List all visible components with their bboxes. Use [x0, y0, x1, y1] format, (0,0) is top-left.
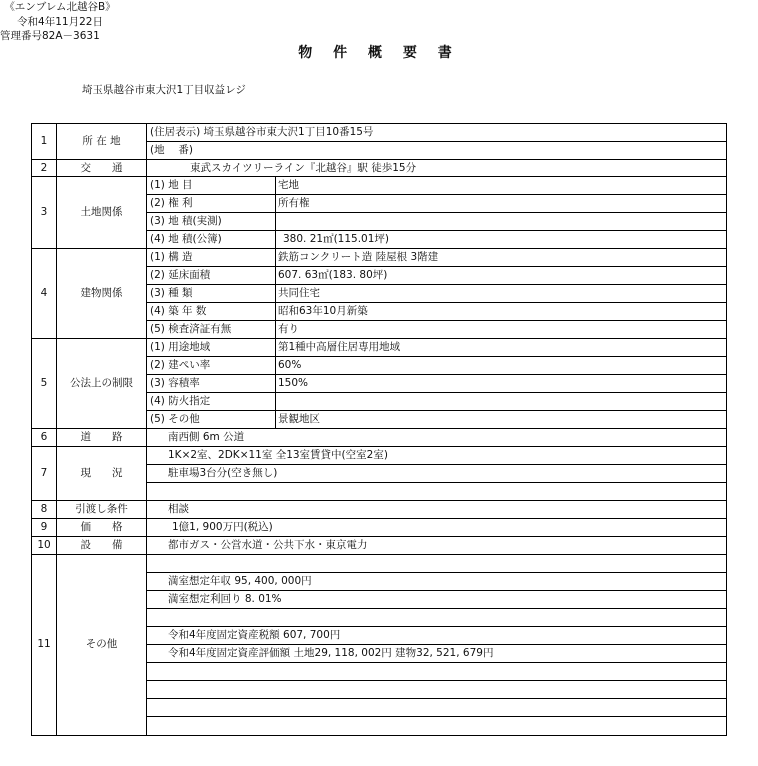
item-key: (4) 地 積(公簿): [150, 233, 222, 245]
page-title: 物 件 概 要 書: [298, 45, 460, 61]
row-label: 設 備: [80, 539, 123, 551]
item-value: 第1種中高層住居専用地域: [278, 341, 401, 353]
address-lot: (地 番): [150, 144, 194, 156]
item-key: (2) 延床面積: [150, 269, 211, 281]
management-number: 管理番号82A－3631: [0, 30, 100, 42]
item-key: (5) その他: [150, 413, 200, 425]
status-units: 1K×2室、2DK×11室 全13室賃貸中(空室2室): [168, 449, 388, 461]
subrow-line: [146, 410, 727, 411]
row-label: 現 況: [80, 467, 123, 479]
item-value: 有り: [278, 323, 299, 335]
facilities-value: 都市ガス・公営水道・公共下水・東京電力: [168, 539, 368, 551]
row-line: [31, 176, 727, 177]
row-number: 1: [40, 135, 48, 147]
subrow-line: [146, 320, 727, 321]
item-value: 607. 63㎡(183. 80坪): [278, 269, 388, 281]
row-number: 8: [40, 503, 48, 515]
other-yield: 満室想定利回り 8. 01%: [168, 593, 282, 605]
row-number: 5: [40, 377, 48, 389]
subrow-line: [146, 194, 727, 195]
row-label: 公法上の制限: [70, 377, 133, 389]
address-residential: (住居表示) 埼玉県越谷市東大沢1丁目10番15号: [150, 126, 374, 138]
row-line: [31, 735, 727, 736]
subrow-line: [146, 356, 727, 357]
row-line: [31, 123, 727, 124]
item-value: 380. 21㎡(115.01坪): [283, 233, 390, 245]
row-label: 道 路: [80, 431, 123, 443]
row-number: 2: [40, 162, 48, 174]
item-value: 景観地区: [278, 413, 320, 425]
other-property-tax: 令和4年度固定資産税額 607, 700円: [168, 629, 341, 641]
item-value: 60%: [278, 359, 302, 371]
subrow-line: [146, 284, 727, 285]
item-key: (3) 地 積(実測): [150, 215, 222, 227]
item-value: 宅地: [278, 179, 299, 191]
handover-value: 相談: [168, 503, 189, 515]
item-key: (1) 地 目: [150, 179, 193, 191]
item-key: (5) 検査済証有無: [150, 323, 232, 335]
item-key: (4) 築 年 数: [150, 305, 207, 317]
row-label: 建物関係: [80, 287, 123, 299]
row-label: 価 格: [80, 521, 123, 533]
price-value: 1億1, 900万円(税込): [172, 521, 273, 533]
reference-name: 《エンブレム北越谷B》: [4, 1, 116, 13]
item-value: 所有権: [278, 197, 310, 209]
row-number: 10: [37, 539, 51, 551]
item-value: 150%: [278, 377, 309, 389]
subrow-line: [146, 230, 727, 231]
row-number: 4: [40, 287, 48, 299]
item-key: (1) 構 造: [150, 251, 193, 263]
subrow-line: [146, 680, 727, 681]
subrow-line: [146, 141, 727, 142]
property-name: 埼玉県越谷市東大沢1丁目収益レジ: [82, 84, 246, 96]
item-value: 鉄筋コンクリート造 陸屋根 3階建: [278, 251, 439, 263]
row-number: 11: [37, 638, 51, 650]
subrow-line: [146, 212, 727, 213]
row-number: 6: [40, 431, 48, 443]
row-line: [31, 554, 727, 555]
row-number: 3: [40, 206, 48, 218]
item-key: (2) 権 利: [150, 197, 193, 209]
other-assessed-value: 令和4年度固定資産評価額 土地29, 118, 002円 建物32, 521, 679円: [168, 647, 494, 659]
subrow-line: [146, 608, 727, 609]
access-value: 東武スカイツリーライン『北越谷』駅 徒歩15分: [190, 162, 417, 174]
status-parking: 駐車場3台分(空き無し): [168, 467, 278, 479]
row-number: 9: [40, 521, 48, 533]
subrow-line: [146, 698, 727, 699]
subrow-line: [146, 662, 727, 663]
row-number: 7: [40, 467, 48, 479]
road-value: 南西側 6m 公道: [168, 431, 245, 443]
subrow-line: [146, 374, 727, 375]
document-date: 令和4年11月22日: [17, 15, 103, 28]
item-key: (3) 容積率: [150, 377, 200, 389]
subrow-line: [146, 716, 727, 717]
subrow-line: [146, 266, 727, 267]
item-key: (2) 建ぺい率: [150, 359, 211, 371]
row-label: 土地関係: [80, 206, 123, 218]
row-label: その他: [85, 638, 118, 650]
other-annual-income: 満室想定年収 95, 400, 000円: [168, 575, 312, 587]
subrow-line: [146, 392, 727, 393]
subrow-line: [146, 482, 727, 483]
row-label: 引渡し条件: [75, 503, 128, 515]
item-value: 共同住宅: [278, 287, 320, 299]
item-key: (1) 用途地域: [150, 341, 211, 353]
subrow-line: [146, 302, 727, 303]
item-value: 昭和63年10月新築: [278, 305, 368, 317]
item-key: (4) 防火指定: [150, 395, 211, 407]
row-label: 交 通: [80, 162, 123, 174]
row-label: 所 在 地: [82, 135, 121, 147]
item-key: (3) 種 類: [150, 287, 193, 299]
